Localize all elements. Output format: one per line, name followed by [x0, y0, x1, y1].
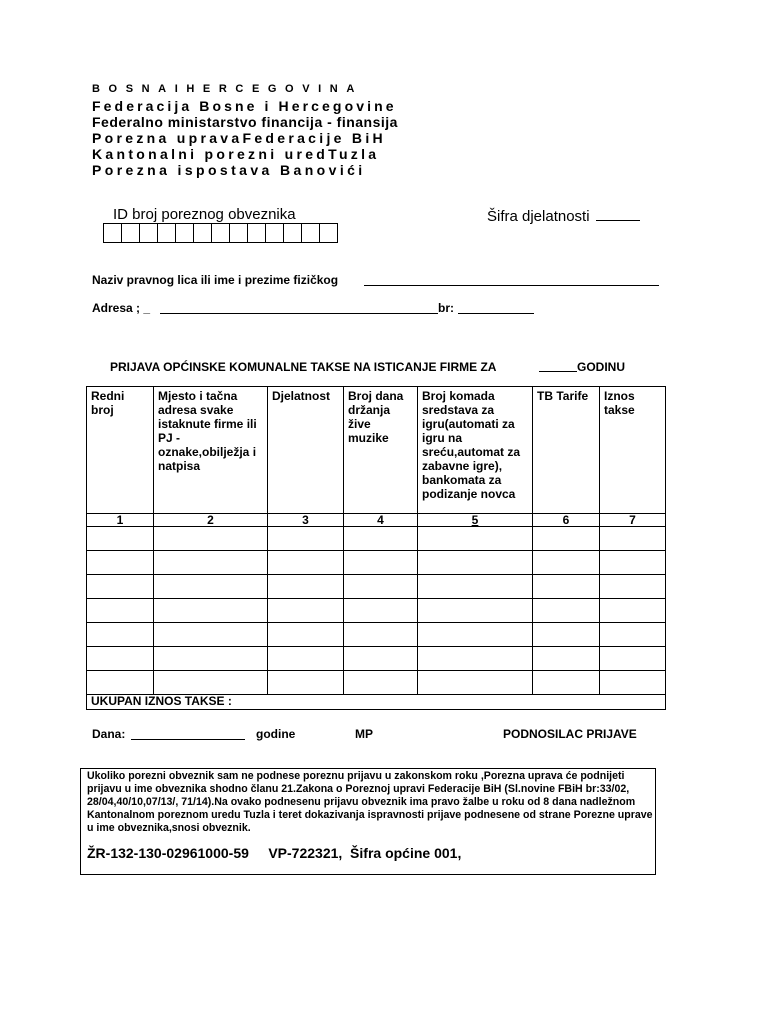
- table-cell[interactable]: [268, 551, 344, 575]
- table-row: [87, 623, 666, 647]
- id-digit-box[interactable]: [319, 223, 338, 243]
- table-cell[interactable]: [533, 647, 600, 671]
- header-country: BOSNAIHERCEGOVINA: [92, 83, 363, 95]
- table-row: [87, 575, 666, 599]
- stamp-placeholder-label: MP: [355, 727, 373, 741]
- col-header-ordinal: Redni broj: [87, 387, 154, 514]
- total-row: [87, 695, 666, 710]
- table-cell[interactable]: [87, 599, 154, 623]
- table-cell[interactable]: [533, 575, 600, 599]
- table-row: [87, 551, 666, 575]
- table-cell[interactable]: [154, 623, 268, 647]
- table-cell[interactable]: [268, 599, 344, 623]
- table-cell[interactable]: [418, 671, 533, 695]
- house-number-field[interactable]: [458, 313, 534, 314]
- header-tax-administration: Porezna upravaFederacije BiH: [92, 130, 386, 146]
- table-cell[interactable]: [87, 527, 154, 551]
- column-number-row: [87, 514, 666, 527]
- bank-account-line: ŽR-132-130-02961000-59 VP-722321, Šifra općine 001,: [87, 845, 462, 861]
- table-cell[interactable]: [533, 671, 600, 695]
- total-label: UKUPAN IZNOS TAKSE :: [87, 695, 666, 710]
- table-row: [87, 527, 666, 551]
- id-digit-box[interactable]: [283, 223, 302, 243]
- table-cell[interactable]: [154, 575, 268, 599]
- id-digit-box[interactable]: [139, 223, 158, 243]
- fee-table: [86, 386, 666, 710]
- id-digit-box[interactable]: [229, 223, 248, 243]
- table-header-row: [87, 387, 666, 514]
- table-cell[interactable]: [154, 671, 268, 695]
- table-cell[interactable]: [268, 647, 344, 671]
- table-cell[interactable]: [344, 623, 418, 647]
- table-cell[interactable]: [344, 575, 418, 599]
- table-cell[interactable]: [344, 671, 418, 695]
- id-digit-box[interactable]: [265, 223, 284, 243]
- header-tax-branch: Porezna ispostava Banovići: [92, 162, 366, 178]
- table-cell[interactable]: [533, 527, 600, 551]
- id-digit-box[interactable]: [121, 223, 140, 243]
- header-ministry: Federalno ministarstvo financija - finansija: [92, 114, 398, 130]
- table-cell[interactable]: [600, 647, 666, 671]
- id-digit-box[interactable]: [157, 223, 176, 243]
- table-cell[interactable]: [268, 527, 344, 551]
- table-cell[interactable]: [600, 527, 666, 551]
- taxpayer-name-field[interactable]: [364, 285, 659, 286]
- id-number-boxes[interactable]: [104, 223, 338, 243]
- id-digit-box[interactable]: [301, 223, 320, 243]
- table-row: [87, 599, 666, 623]
- table-cell[interactable]: [87, 551, 154, 575]
- table-cell[interactable]: [533, 623, 600, 647]
- address-field[interactable]: [160, 313, 438, 314]
- date-label: Dana:: [92, 727, 126, 741]
- id-number-label: ID broj poreznog obveznika: [113, 206, 296, 223]
- table-cell[interactable]: [344, 599, 418, 623]
- table-cell[interactable]: [344, 527, 418, 551]
- form-title-year-word: GODINU: [577, 360, 625, 374]
- form-title: PRIJAVA OPĆINSKE KOMUNALNE TAKSE NA ISTICANJE FIRME ZA: [110, 360, 497, 374]
- header-cantonal-office: Kantonalni porezni uredTuzla: [92, 146, 380, 162]
- table-cell[interactable]: [87, 575, 154, 599]
- table-cell[interactable]: [268, 575, 344, 599]
- table-cell[interactable]: [154, 647, 268, 671]
- table-cell[interactable]: [268, 671, 344, 695]
- notice-text: Ukoliko porezni obveznik sam ne podnese poreznu prijavu u zakonskom roku ,Porezna uprava će podnijeti prijavu u ime obveznika shodno članu 21.Zakona o Poreznoj upravi Federacije BiH (Sl.novine FBiH br:33/02, 28/04,40/10,07/13/, 71/14).Na ovako podnesenu prijavu obveznik ima pravo žalbe u roku od 8 dana nadležnom Kantonalnom poreznom uredu Tuzla i teret dokazivanja ispravnosti prijave podnesene od strane Porezne uprave u ime obveznika,snosi obveznik.: [87, 770, 653, 834]
- table-cell[interactable]: [418, 575, 533, 599]
- column-number: 4: [344, 514, 418, 527]
- id-digit-box[interactable]: [175, 223, 194, 243]
- date-field[interactable]: [131, 739, 245, 740]
- year-word-label: godine: [256, 727, 296, 741]
- col-header-tariff: TB Tarife: [533, 387, 600, 514]
- id-digit-box[interactable]: [211, 223, 230, 243]
- table-cell[interactable]: [344, 551, 418, 575]
- table-cell[interactable]: [418, 527, 533, 551]
- column-number: 7: [600, 514, 666, 527]
- table-cell[interactable]: [87, 647, 154, 671]
- table-cell[interactable]: [418, 647, 533, 671]
- table-cell[interactable]: [418, 599, 533, 623]
- table-cell[interactable]: [533, 551, 600, 575]
- table-cell[interactable]: [533, 599, 600, 623]
- col-header-device-count: Broj komada sredstava za igru(automati za igru na sreću,automat za zabavne igre), bankomata za podizanje novca: [418, 387, 533, 514]
- table-cell[interactable]: [600, 671, 666, 695]
- header-federation: Federacija Bosne i Hercegovine: [92, 98, 397, 114]
- col-header-location: Mjesto i tačna adresa svake istaknute firme ili PJ - oznake,obilježja i natpisa: [154, 387, 268, 514]
- id-digit-box[interactable]: [103, 223, 122, 243]
- address-label: Adresa ; _: [92, 301, 151, 315]
- table-cell[interactable]: [268, 623, 344, 647]
- table-cell[interactable]: [600, 599, 666, 623]
- table-cell[interactable]: [87, 671, 154, 695]
- activity-code-field[interactable]: [487, 206, 640, 225]
- activity-code-label: Šifra djelatnosti: [487, 208, 590, 225]
- table-cell[interactable]: [154, 527, 268, 551]
- id-digit-box[interactable]: [247, 223, 266, 243]
- year-field[interactable]: [539, 371, 577, 372]
- table-cell[interactable]: [600, 623, 666, 647]
- table-cell[interactable]: [344, 647, 418, 671]
- col-header-fee-amount: Iznos takse: [600, 387, 666, 514]
- table-row: [87, 647, 666, 671]
- table-cell[interactable]: [600, 575, 666, 599]
- applicant-signature-label: PODNOSILAC PRIJAVE: [503, 727, 637, 741]
- col-header-music-days: Broj dana držanja žive muzike: [344, 387, 418, 514]
- taxpayer-name-label: Naziv pravnog lica ili ime i prezime fizičkog: [92, 273, 339, 287]
- column-number: 3: [268, 514, 344, 527]
- table-cell[interactable]: [154, 599, 268, 623]
- column-number: 6: [533, 514, 600, 527]
- table-cell[interactable]: [418, 623, 533, 647]
- column-number: 1: [87, 514, 154, 527]
- table-cell[interactable]: [87, 623, 154, 647]
- activity-code-blank[interactable]: [596, 206, 640, 221]
- house-number-label: br:: [438, 301, 454, 315]
- table-cell[interactable]: [154, 551, 268, 575]
- col-header-activity: Djelatnost: [268, 387, 344, 514]
- table-cell[interactable]: [600, 551, 666, 575]
- table-cell[interactable]: [418, 551, 533, 575]
- column-number: 5: [418, 514, 533, 527]
- column-number: 2: [154, 514, 268, 527]
- table-row: [87, 671, 666, 695]
- id-digit-box[interactable]: [193, 223, 212, 243]
